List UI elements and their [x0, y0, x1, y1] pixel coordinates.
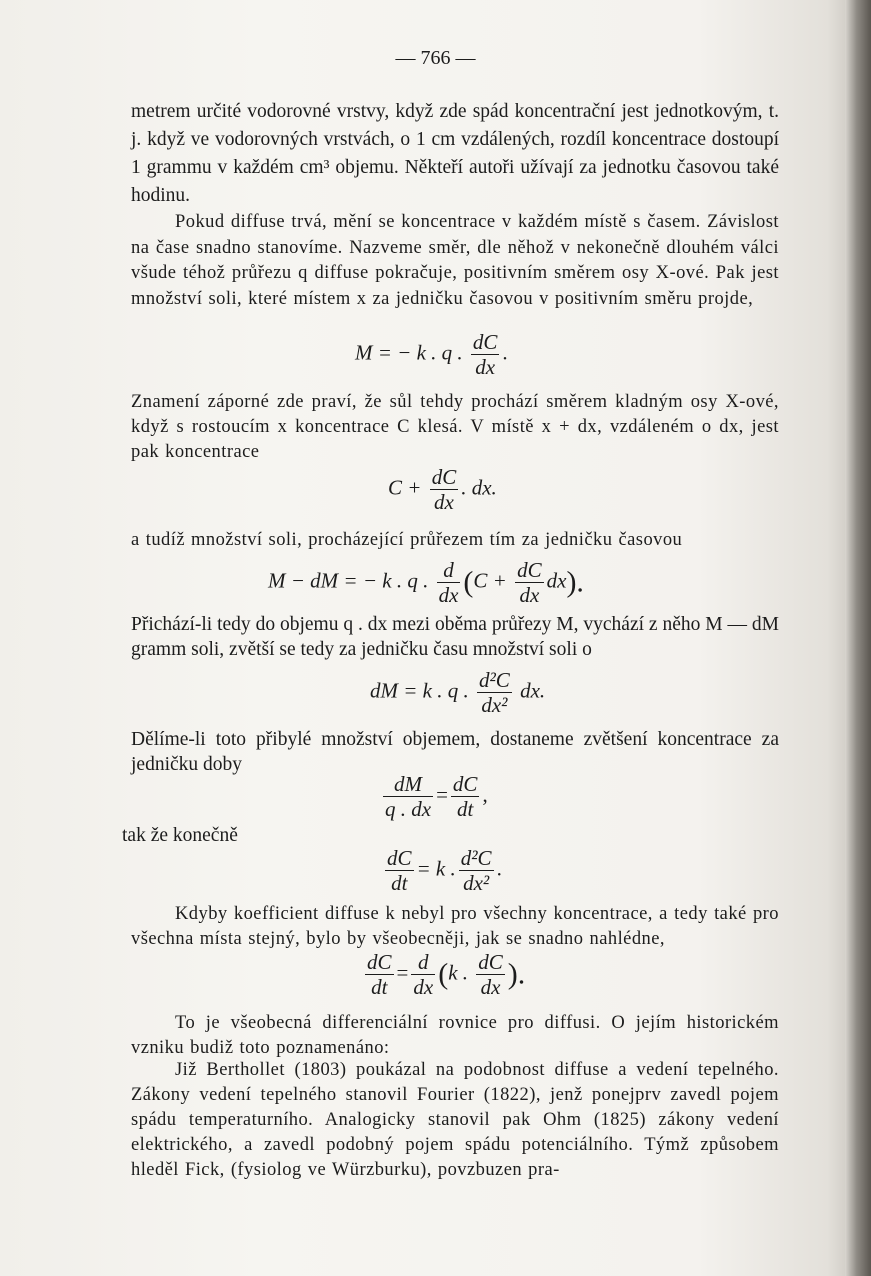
paragraph-text: Již Berthollet (1803) poukázal na podobnost diffuse a vedení tepelného. Zákony vedení tepelného stanovil Fourier (1822), jenž ponejprv zavedl pojem spádu temperaturního. Analogicky stanovil pak Ohm (1825) zákony vedení elektrického, a zavedl podobný pojem spádu potenciálního. Týmž způsobem hleděl Fick, (fysiolog ve Würzburku), povzbuzen pra-	[131, 1060, 779, 1180]
fraction: $\frac{dC}{dt}$	[452, 772, 478, 821]
paragraph-text: Kdyby koefficient diffuse k nebyl pro všechny koncentrace, a tedy také pro všechna místa stejný, bylo by všeobecněji, jak se snadno nahlédne,	[131, 904, 779, 949]
paragraph-9	[131, 1011, 779, 1061]
paragraph-text: Dělíme-li toto přibylé množství objemem, dostaneme zvětšení koncentrace za jedničku doby	[131, 729, 779, 775]
formula-flux: M = − k . q . $\frac{dC}{dx}$ .	[355, 330, 508, 379]
paragraph-8	[131, 902, 779, 952]
paragraph-1	[131, 98, 779, 210]
fraction: $\frac{dM}{q . dx}$	[385, 772, 432, 821]
paragraph-10	[131, 1058, 779, 1183]
formula-diffusion: $\frac{dC}{dt}$ = k . $\frac{\text{d²C}}{\text{dx²}}$ .	[387, 846, 502, 895]
paragraph-text: a tudíž množství soli, procházející průřezem tím za jedničku časovou	[131, 530, 683, 550]
formula-flux-difference: M − dM = − k . q . $\frac{d}{dx}$ (C + $\frac{dC}{dx}$ dx).	[268, 558, 584, 607]
paragraph-3	[131, 390, 779, 465]
paragraph-2	[131, 210, 779, 312]
fraction: $\frac{d}{dx}$	[438, 558, 459, 607]
book-spine-shadow	[845, 0, 871, 1276]
fraction: $\frac{dC}{dx}$	[517, 558, 542, 607]
fraction: $\frac{d}{dx}$	[413, 950, 434, 999]
paragraph-text: Pokud diffuse trvá, mění se koncentrace v každém místě s časem. Závislost na čase snadno stanovíme. Nazveme směr, dle něhož v nekonečně dlouhém válci všude téhož průřezu q diffuse pokračuje, positivním směrem osy X-ové. Pak jest množství soli, které místem x za jedničku časovou v positivním směru projde,	[131, 212, 779, 309]
fraction: $\frac{dC}{dt}$	[367, 950, 392, 999]
transition-text: tak že konečně	[122, 825, 238, 846]
formula-general: $\frac{dC}{dt}$ = $\frac{d}{dx}$ (k . $\frac{dC}{dx}$ ).	[367, 950, 526, 999]
fraction: $\frac{dC}{dt}$	[387, 846, 412, 895]
page-number: — 766 —	[395, 47, 476, 69]
paragraph-text: Přichází-li tedy do objemu q . dx mezi oběma průřezy M, vychází z něho M — dM gramm soli, zvětší se tedy za jedničku času množství soli o	[131, 614, 779, 660]
fraction: $\frac{dC}{dx}$	[472, 330, 498, 379]
formula-concentration: C + $\frac{dC}{dx}$ . dx.	[388, 465, 497, 514]
paragraph-text: Znamení záporné zde praví, že sůl tehdy prochází směrem kladným osy X-ové, když s rostoucím x koncentrace C klesá. V místě x + dx, vzdáleném o dx, jest pak koncentrace	[131, 392, 779, 462]
fraction: $\frac{\text{d²C}}{\text{dx²}}$	[479, 668, 510, 717]
fraction: $\frac{\text{d²C}}{\text{dx²}}$	[460, 846, 492, 895]
paragraph-5	[131, 612, 779, 662]
paragraph-6	[131, 727, 779, 777]
fraction: $\frac{dC}{dx}$	[478, 950, 503, 999]
paragraph-text: metrem určité vodorovné vrstvy, když zde spád koncentrační jest jednotkovým, t. j. když ve vodorovných vrstvách, o 1 cm vzdálených, rozdíl koncentrace dostoupí 1 grammu v každém cm³ objemu. Někteří autoři užívají za jednotku časovou také hodinu.	[131, 101, 779, 206]
paragraph-text: To je všeobecná differenciální rovnice pro diffusi. O jejím historickém vzniku budiž toto poznamenáno:	[131, 1013, 779, 1058]
formula-rate: $\frac{dM}{q . dx}$ = $\frac{dC}{dt}$ ,	[385, 772, 488, 821]
paragraph-4	[131, 526, 779, 554]
formula-increase: dM = k . q . $\frac{\text{d²C}}{\text{dx²}}$ dx.	[370, 668, 546, 717]
fraction: $\frac{dC}{dx}$	[431, 465, 457, 514]
